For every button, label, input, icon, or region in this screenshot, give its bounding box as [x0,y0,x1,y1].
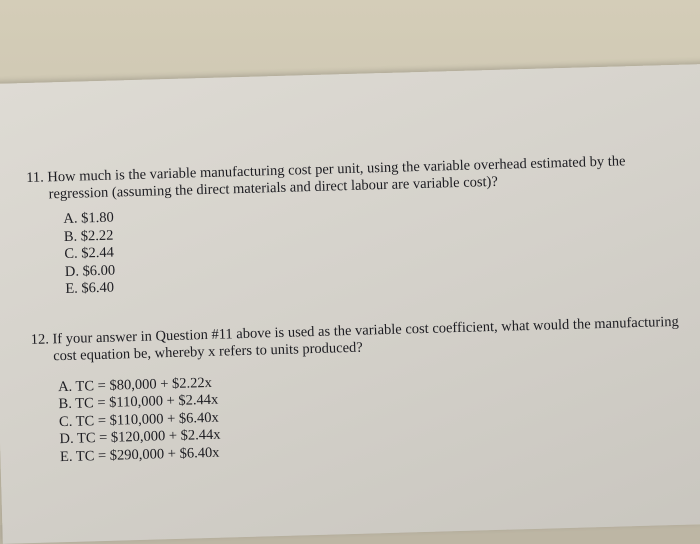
answer-options [58,361,684,466]
answer-option: A. TC = $80,000 + $2.22x [57,374,213,395]
question-content [26,152,684,467]
answer-options [63,194,679,299]
question-number: 11. [26,169,45,186]
answer-option: A. $1.80 [63,209,114,227]
answer-option: B. $2.22 [63,227,114,245]
answer-option: C. $2.44 [64,244,115,262]
answer-option: B. TC = $110,000 + $2.44x [58,391,219,413]
question-text: If your answer in Question #11 above is used as the variable cost coefficient, what would the manufacturing cost equation be, whereby x refers to units produced? [52,313,680,364]
answer-option: E. $6.40 [65,279,115,297]
question-11 [26,152,679,300]
question-text: How much is the variable manufacturing cost per unit, using the variable overhead estimated by the regression (assuming the direct materials and direct labour are variable cost)? [47,153,626,203]
answer-option: D. $6.00 [64,262,116,280]
question-number: 12. [30,330,50,348]
answer-option: E. TC = $290,000 + $6.40x [59,444,220,465]
answer-option: C. TC = $110,000 + $6.40x [58,409,219,430]
question-12 [31,313,685,467]
answer-option: D. TC = $120,000 + $2.44x [59,426,221,448]
